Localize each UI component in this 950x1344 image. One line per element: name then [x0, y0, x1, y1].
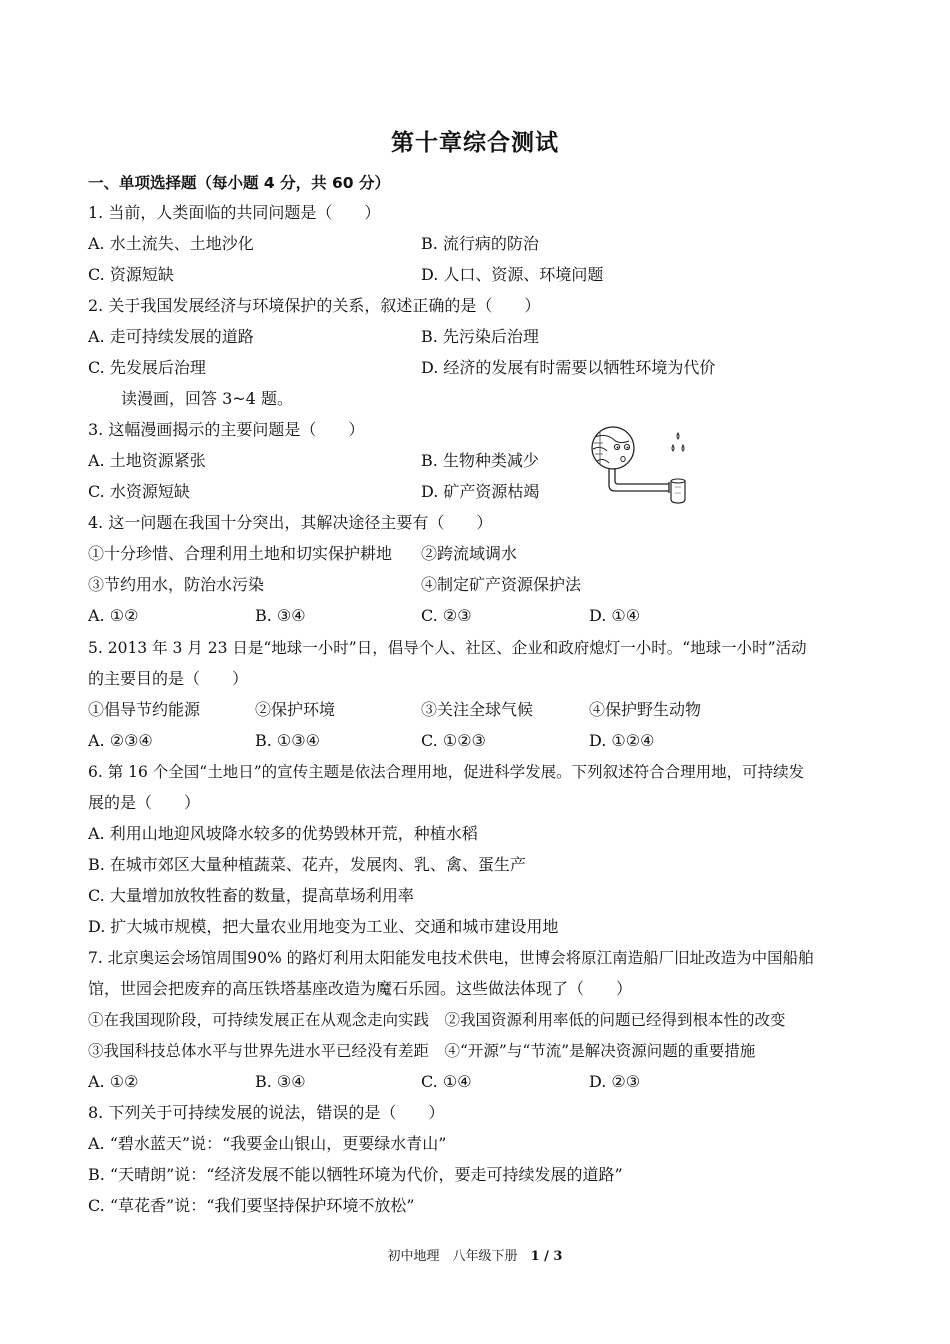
q1-option-d: D. 人口、资源、环境问题: [421, 265, 604, 284]
question-5-stem: 5. 2013 年 3 月 23 日是“地球一小时”日，倡导个人、社区、企业和政府熄灯一小时。“地球一小时”活动: [88, 639, 807, 657]
q4-option-d: D. ①④: [589, 606, 641, 625]
q7-statements-3-4: ③我国科技总体水平与世界先进水平已经没有差距 ④“开源”与“节流”是解决资源问题的重要措施: [88, 1042, 756, 1060]
q2-option-d: D. 经济的发展有时需要以牺牲环境为代价: [421, 358, 716, 377]
q6-option-d: D. 扩大城市规模，把大量农业用地变为工业、交通和城市建设用地: [88, 917, 559, 936]
q2-option-c: C. 先发展后治理: [88, 358, 206, 377]
q1-option-b: B. 流行病的防治: [421, 234, 539, 253]
q7-option-d: D. ②③: [589, 1072, 641, 1091]
q4-statement-4: ④制定矿产资源保护法: [421, 575, 582, 594]
question-6-stem-cont: 展的是（ ）: [88, 793, 201, 812]
q5-statement-3: ③关注全球气候: [421, 700, 534, 719]
q3-option-c: C. 水资源短缺: [88, 482, 190, 501]
question-5-stem-cont: 的主要目的是（ ）: [88, 669, 249, 688]
q2-option-b: B. 先污染后治理: [421, 327, 539, 346]
footer-course: 初中地理 八年级下册: [387, 1249, 531, 1264]
comic-intro: 读漫画，回答 3~4 题。: [121, 389, 293, 408]
q5-option-a: A. ②③④: [88, 731, 153, 750]
question-7-stem: 7. 北京奥运会场馆周围90% 的路灯利用太阳能发电技术供电，世博会将原江南造船厂旧址改造为中国船舶: [88, 949, 814, 967]
q2-option-a: A. 走可持续发展的道路: [88, 327, 254, 346]
q6-option-c: C. 大量增加放牧牲畜的数量，提高草场利用率: [88, 886, 414, 905]
page-title: 第十章综合测试: [391, 130, 559, 156]
q6-option-a: A. 利用山地迎风坡降水较多的优势毁林开荒，种植水稻: [88, 824, 478, 843]
page-footer: [0, 1245, 950, 1264]
q6-option-b: B. 在城市郊区大量种植蔬菜、花卉，发展肉、乳、禽、蛋生产: [88, 855, 526, 874]
question-8-stem: 8. 下列关于可持续发展的说法，错误的是（ ）: [88, 1103, 445, 1122]
question-4-stem: 4. 这一问题在我国十分突出，其解决途径主要有（ ）: [88, 513, 493, 532]
question-2-stem: 2. 关于我国发展经济与环境保护的关系，叙述正确的是（ ）: [88, 296, 541, 315]
question-6-stem: 6. 第 16 个全国“土地日”的宣传主题是依法合理用地，促进科学发展。下列叙述符合合理用地，可持续发: [88, 763, 805, 781]
q8-option-c: C. “草花香”说：“我们要坚持保护环境不放松”: [88, 1196, 415, 1215]
q4-option-c: C. ②③: [421, 606, 472, 625]
question-7-stem-cont: 馆，世园会把废弃的高压铁塔基座改造为魔石乐园。这些做法体现了（ ）: [88, 979, 633, 998]
q1-option-a: A. 水土流失、土地沙化: [88, 234, 254, 253]
q8-option-b: B. “天晴朗”说：“经济发展不能以牺牲环境为代价，要走可持续发展的道路”: [88, 1165, 623, 1184]
globe-faucet-cartoon: [583, 423, 695, 515]
q5-option-d: D. ①②④: [589, 731, 655, 750]
q4-statement-2: ②跨流域调水: [421, 544, 518, 563]
q4-statement-1: ①十分珍惜、合理利用土地和切实保护耕地: [88, 544, 393, 563]
q3-option-b: B. 生物种类减少: [421, 451, 539, 470]
section-heading: 一、单项选择题（每小题 4 分，共 60 分）: [88, 174, 390, 192]
q4-option-b: B. ③④: [255, 606, 306, 625]
q1-option-c: C. 资源短缺: [88, 265, 174, 284]
q7-statements-1-2: ①在我国现阶段，可持续发展正在从观念走向实践 ②我国资源利用率低的问题已经得到根本性的改变: [88, 1011, 786, 1029]
q5-statement-1: ①倡导节约能源: [88, 700, 201, 719]
question-1-stem: 1. 当前，人类面临的共同问题是（ ）: [88, 203, 381, 222]
q3-option-a: A. 土地资源紧张: [88, 451, 206, 470]
q5-option-c: C. ①②③: [421, 731, 486, 750]
q8-option-a: A. “碧水蓝天”说：“我要金山银山，更要绿水青山”: [88, 1134, 447, 1153]
q3-option-d: D. 矿产资源枯竭: [421, 482, 540, 501]
q4-statement-3: ③节约用水，防治水污染: [88, 575, 265, 594]
q4-option-a: A. ①②: [88, 606, 139, 625]
q5-statement-2: ②保护环境: [255, 700, 336, 719]
q7-option-b: B. ③④: [255, 1072, 306, 1091]
q5-statement-4: ④保护野生动物: [589, 700, 702, 719]
q5-option-b: B. ①③④: [255, 731, 320, 750]
q7-option-c: C. ①④: [421, 1072, 472, 1091]
question-3-stem: 3. 这幅漫画揭示的主要问题是（ ）: [88, 420, 365, 439]
q7-option-a: A. ①②: [88, 1072, 139, 1091]
page-number: 1 / 3: [530, 1249, 563, 1264]
